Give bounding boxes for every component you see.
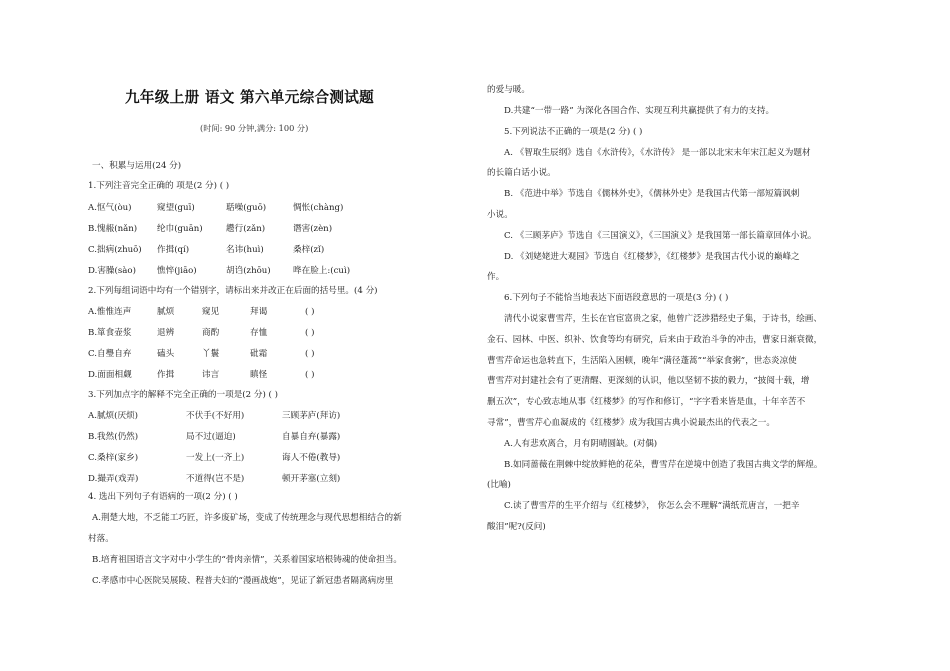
q6-passage-line: 删五次”，专心致志地从事《红楼梦》的写作和修订，“字字看来皆是血，十年辛苦不 [487,397,806,407]
q6-option-a: A.人有悲欢离合，月有阴晴圆缺。(对偶) [504,439,658,449]
opt-word: 局不过(逼迫) [186,432,236,442]
answer-blank[interactable]: ( ) [305,307,315,317]
q6-stem: 6.下列句子不能恰当地表达下面语段意思的一项是(3 分) ( ) [504,293,729,303]
q6-passage-line: 曹雪芹对封建社会有了更清醒、更深刻的认识，他以坚韧不拔的毅力，“披阅十载，增 [487,376,810,386]
right-column [470,0,950,671]
q4-option-a: A.荆楚大地，不乏能工巧匠，许多废矿场，变成了传统理念与现代思想相结合的新 [92,513,402,523]
opt-word: 哗在脸上:(cuì) [293,266,351,276]
opt-word: 磕头 [157,349,175,359]
opt-word: 腻烦 [157,307,175,317]
section-heading: 一、积累与运用(24 分) [92,161,182,171]
left-column [0,0,470,671]
opt-word: 一发上(一齐上) [186,453,245,463]
answer-blank[interactable]: ( ) [305,328,315,338]
q6-option-b-cont: (比喻) [487,480,511,490]
q2-stem: 2.下列每组词语中均有一个错别字，请标出来并改正在后面的括号里。(4 分) [88,286,378,296]
q5-option-d-cont: 作。 [487,272,505,282]
q5-stem: 5.下列说法不正确的一项是(2 分) ( ) [504,127,643,137]
opt-word: 桑梓(zǐ) [293,245,325,255]
answer-blank[interactable]: ( ) [305,370,315,380]
opt-word: 纶巾(guān) [157,224,203,234]
answer-blank[interactable]: ( ) [305,349,315,359]
opt-word: A.怄气(òu) [88,203,132,213]
q4-stem: 4. 选出下列句子有语病的一项(2 分) ( ) [88,492,238,502]
opt-word: D.撮弄(戏弄) [88,474,139,484]
opt-word: B.我然(仍然) [88,432,139,442]
opt-word: 砒霜 [250,349,268,359]
opt-word: 不道得(岂不是) [186,474,245,484]
opt-word: 谮害(zèn) [293,224,333,234]
opt-word: 丫鬟 [202,349,220,359]
opt-word: 商酌 [202,328,220,338]
opt-word: D.面面相觑 [88,370,132,380]
q4-option-c-cont: 的爱与暖。 [487,85,530,95]
q5-option-b: B. 《范进中举》节选自《儒林外史》，《儒林外史》是我国古代第一部短篇讽刺 [504,189,800,199]
q6-option-c-cont: 酸泪”呢?(反问) [487,522,546,532]
q6-option-c: C.读了曹雪芹的生平介绍与《红楼梦》， 你怎么会不理解“满纸荒唐言，一把辛 [504,501,800,511]
opt-word: 胡诌(zhōu) [226,266,271,276]
opt-word: 窥望(guī) [157,203,195,213]
opt-word: B.愧赧(nǎn) [88,224,138,234]
opt-word: 作揖(qí) [157,245,190,255]
opt-word: 拜谒 [250,307,268,317]
opt-word: 存恤 [250,328,268,338]
opt-word: 作揖 [157,370,175,380]
q4-option-c: C.孝感市中心医院吴展陵、程普夫妇的“漫画战炮”，见证了新冠患者隔离病房里 [92,576,394,586]
q4-option-b: B.培育祖国语言文字对中小学生的“骨肉亲情”，关系着国家培根铸魂的使命担当。 [92,555,403,565]
q6-option-b: B.如同蔷薇在荆棘中绽放鲜艳的花朵，曹雪芹在逆境中创造了我国古典文学的辉煌。 [504,460,823,470]
opt-word: 名讳(huì) [226,245,264,255]
q3-stem: 3.下列加点字的解释不完全正确的一项是(2 分) ( ) [88,390,278,400]
q5-option-c: C. 《三顾茅庐》节选自《三国演义》，《三国演义》是我国第一部长篇章回体小说。 [504,231,817,241]
opt-word: 讳言 [202,370,220,380]
opt-word: 不伏手(不好用) [186,411,245,421]
page-title: 九年级上册 语文 第六单元综合测试题 [125,89,375,106]
opt-word: C.拙病(zhuō) [88,245,142,255]
exam-info: (时间: 90 分钟,满分: 100 分) [200,123,309,133]
opt-word: 退辨 [157,328,175,338]
opt-word: C.自璺自弃 [88,349,132,359]
opt-word: 顿开茅塞(立刻) [282,474,341,484]
opt-word: 瞋怪 [250,370,268,380]
opt-word: D.害臊(sào) [88,266,136,276]
opt-word: 趱行(zǎn) [226,224,266,234]
q6-passage-line: 曹雪芹命运也急转直下，生活陷入困顿，晚年“满径蓬蒿”“举家食粥”，世态炎凉使 [487,356,797,366]
opt-word: 聒噪(guō) [226,203,267,213]
q6-passage-line: 寻常”，曹雪芹心血凝成的《红楼梦》成为我国古典小说最杰出的代表之一。 [487,418,775,428]
opt-word: 自暴自弃(暴露) [282,432,341,442]
opt-word: C.桑梓(家乡) [88,453,139,463]
q5-option-a-cont: 的长篇白话小说。 [487,168,556,178]
q6-passage-line: 金石、园林、中医、织补、饮食等均有研究，后来由于政治斗争的冲击，曹家日渐衰微， [487,335,823,345]
opt-word: A.惟惟连声 [88,307,132,317]
q6-passage-line: 清代小说家曹雪芹，生长在官宦富贵之家，他曾广泛涉猎经史子集，于诗书，绘画、 [504,314,822,324]
opt-word: 窥见 [202,307,220,317]
q5-option-d: D. 《刘姥姥进大观园》节选自《红楼梦》，《红楼梦》是我国古代小说的巅峰之 [504,252,800,262]
q4-option-a-cont: 村落。 [88,534,114,544]
opt-word: B.箪食壶浆 [88,328,132,338]
opt-word: A.腻烦(厌烦) [88,411,139,421]
opt-word: 惆怅(chàng) [293,203,344,213]
q1-stem: 1.下列注音完全正确的 项是(2 分) ( ) [88,181,230,191]
q4-option-d: D.共建“一带一路” 为深化各国合作、实现互利共赢提供了有力的支持。 [504,106,775,116]
opt-word: 诲人不倦(教导) [282,453,341,463]
opt-word: 憔悴(jiāo) [157,266,197,276]
opt-word: 三顾茅庐(拜访) [282,411,341,421]
q5-option-b-cont: 小说。 [487,210,513,220]
q5-option-a: A. 《智取生辰纲》选自《水浒传》，《水浒传》 是一部以北宋末年宋江起义为题材 [504,148,811,158]
